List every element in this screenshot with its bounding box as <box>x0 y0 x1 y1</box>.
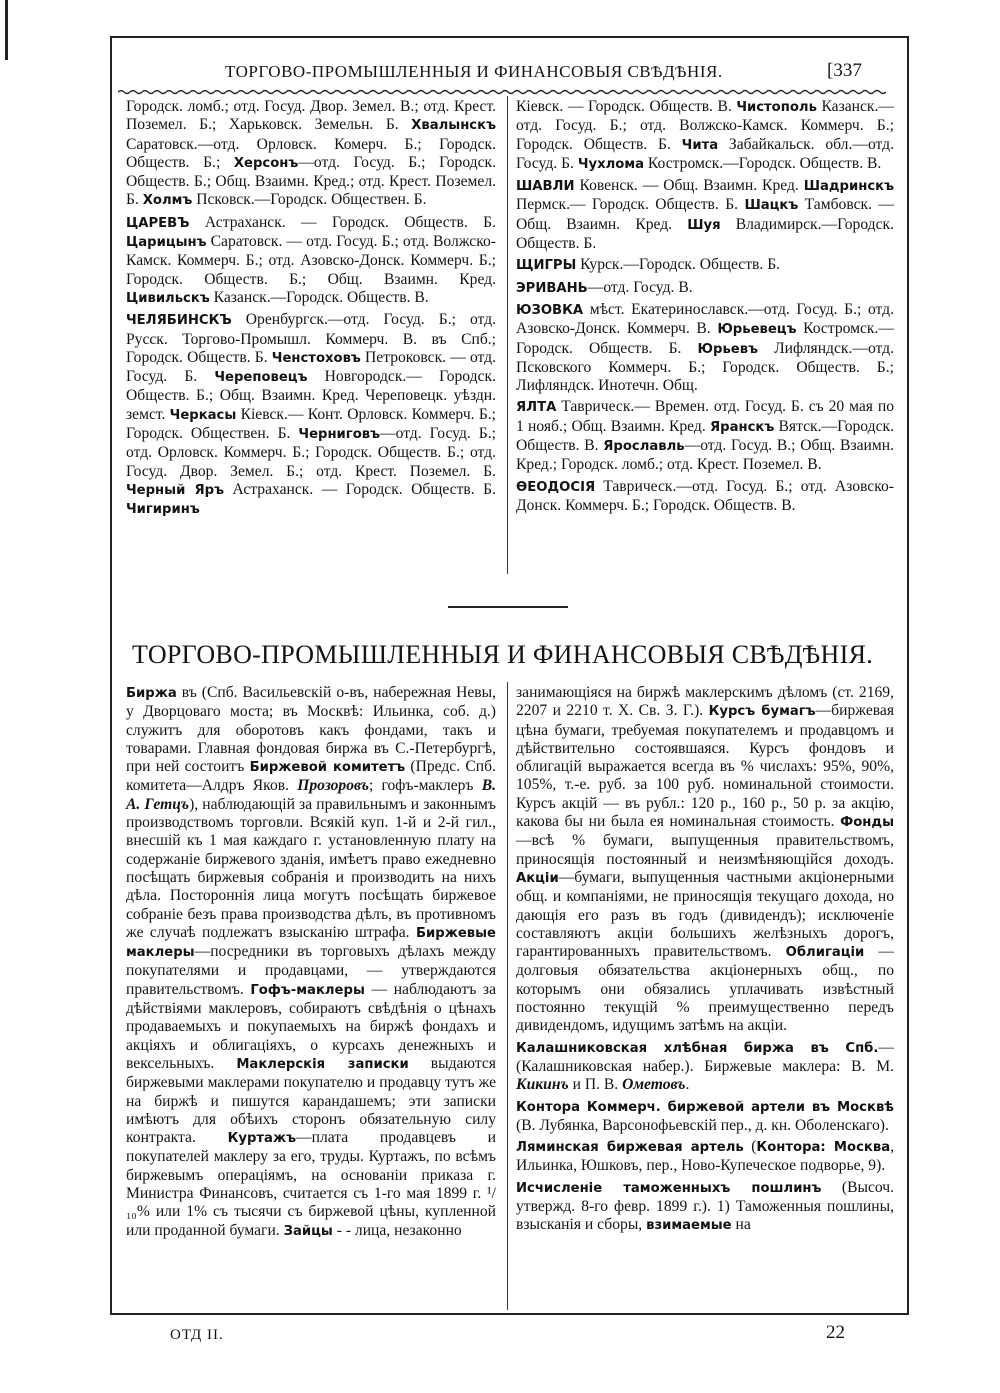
text-run: . <box>685 1076 690 1094</box>
text-run: —отд. Госуд. Б.; Городск. Обществ. Б.; Общ. Взаимн. Кред.; отд. Крест. Поземел. Б. <box>126 153 496 209</box>
bold-term: Курсъ бумагъ <box>708 704 816 720</box>
text-run: въ (Спб. Васильевскій о-въ, набережная Невы, у Дворцоваго моста; въ Москвѣ: Ильинка, соб. д.) служитъ для оборотовъ какъ фондами, такъ и товарами. Главная фондовая биржа въ С.-Петербургѣ, при ней состоитъ <box>126 684 496 776</box>
text-run: Лифляндск.—отд. Псковского Коммерч. Б.; Городск. Обществ. Б.; Лифляндск. Инотечн. Общ. <box>516 339 894 395</box>
paragraph <box>516 98 894 174</box>
running-header <box>115 62 875 88</box>
bottom-right-column <box>516 684 894 1236</box>
bold-term: Куртажъ <box>227 1131 296 1147</box>
bold-term: Хвалынскъ <box>411 118 496 134</box>
bold-term: Херсонъ <box>233 155 299 171</box>
text-run: Новгородск.— Городск. Обществ. Б.; Общ. Взаимн. Кред. Череповецк. уѣздн. земст. <box>126 368 496 423</box>
bold-term: Череповецъ <box>214 370 308 386</box>
text-run: —отд. Госуд. В.; Общ. Взаимн. Кред.; Городск. ломб.; отд. Крест. Поземел. В. <box>516 437 894 474</box>
top-right-column <box>516 98 894 515</box>
text-run: — наблюдаютъ за дѣйствіями маклеровъ, собираютъ свѣдѣнія о цѣнахъ продаваемыхъ и покупаемыхъ на биржѣ фондахъ и акціяхъ и облигаціяхъ, о курсахъ денежныхъ и вексельныхъ. <box>126 980 497 1072</box>
text-run: ( <box>743 1138 757 1156</box>
text-run: —плата продавцевъ и покупателей маклеру за его, труды. Куртажъ, по всѣмъ биржевымъ операціямъ, на основаніи приказа г. Министра Финансовъ, считается съ 1-го мая 1899 г. ¹/₁₀% или 1% съ тысячи съ биржевой цѣны, купленной или проданной бумаги. <box>126 1129 496 1239</box>
text-run: Забайкальск. обл.—отд. Госуд. Б. <box>516 135 894 172</box>
text-run: Таврическ.—отд. Госуд. Б.; отд. Азовско-Донск. Коммерч. Б.; Городск. Обществ. В. <box>516 477 894 514</box>
bold-term: Шадринскъ <box>803 179 894 195</box>
text-run: —биржевая цѣна бумаги, требуемая покупателемъ и продавцомъ и дѣйствительно состоявшаяся. Курсъ фондовъ и облигацій выражается всегда въ % числахъ: 95%, 90%, 105%, т.-е. руб. за 100 руб. номинальной стоимости. Курсъ акцій — въ рубл.: 120 р., 160 р., 50 р. за акцію, какова бы ни была ея номинальная стоимость. <box>516 702 894 831</box>
text-run: Псковск.—Городск. Обществен. Б. <box>192 191 427 209</box>
italic-name: Кикинъ <box>516 1076 569 1094</box>
bold-term: Чита <box>681 137 719 153</box>
bold-term: Акціи <box>516 870 559 886</box>
bold-term: ЦАРЕВЪ <box>126 215 190 231</box>
text-run: и П. В. <box>568 1076 623 1094</box>
section-title: ТОРГОВО-ПРОМЫШЛЕННЫЯ И ФИНАНСОВЫЯ СВѢДѢНІЯ. <box>132 640 874 669</box>
section-separator <box>448 606 568 608</box>
bold-term: Ченстоховъ <box>271 350 361 366</box>
italic-name: Ометовъ <box>622 1076 686 1094</box>
paragraph <box>516 301 894 395</box>
text-run: Вятск.—Городск. Обществ. В. <box>516 417 894 455</box>
bold-term: Калашниковская хлѣбная биржа въ Спб. <box>516 1040 879 1056</box>
text-run: занимающіяся на биржѣ маклерскимъ дѣломъ (ст. 2169, 2207 и 2210 т. Х. Св. З. Г.). <box>516 684 894 720</box>
paragraph <box>126 98 496 211</box>
bold-term: Контора: Москва <box>756 1140 891 1156</box>
bold-term: ѲЕОДОСІЯ <box>516 479 596 495</box>
paragraph <box>126 311 496 519</box>
text-run: —посредники въ торговыхъ дѣлахъ между покупателями и продавцами, — утверждаются правительствомъ. <box>126 943 496 998</box>
paragraph <box>516 1138 894 1176</box>
paragraph <box>516 478 894 516</box>
paragraph <box>516 279 894 298</box>
text-run: Петроковск. — отд. Госуд. Б. <box>126 348 496 386</box>
text-run: Астраханск. — Городск. Обществ. Б. <box>224 480 496 498</box>
footer-section-label: ОТД II. <box>170 1327 224 1343</box>
text-run: (В. Лубянка, Варсонофьевскій пер., д. кн. Оболенскаго). <box>516 1116 889 1134</box>
bold-term: ЮЗОВКА <box>516 302 584 318</box>
bold-term: Черниговъ <box>298 427 381 443</box>
text-run: —всѣ % бумаги, выпущенныя правительствомъ, приносящія постоянный и неизмѣняющійся доходъ. <box>516 832 894 868</box>
text-run: —бумаги, выпущенныя частными акціонерными общ. и компаніями, не приносящія текущаго дохода, но дающія его разъ въ годъ (дивидендъ); исключеніе составляютъ акціи большихъ желѣзныхъ дорогъ, гарантированныхъ правительствомъ. <box>516 868 894 961</box>
bold-term: Фонды <box>840 815 894 831</box>
bold-term: Царицынъ <box>126 235 207 251</box>
top-column-divider <box>507 96 508 574</box>
text-run: (Предс. Спб. комитета—Алдръ Яков. <box>126 758 496 795</box>
top-left-column <box>126 98 496 520</box>
bold-term: Ярославль <box>603 439 685 455</box>
text-run: Саратовск. — отд. Госуд. Б.; отд. Волжско-Камск. Коммерч. Б.; отд. Азовско-Донск. Коммерч. Б.; Городск. Обществ. Б.; Общ. Взаимн. Кред. <box>126 233 496 288</box>
bold-term: Зайцы <box>283 1223 333 1239</box>
text-run: Тамбовск. — Общ. Взаимн. Кред. <box>516 196 894 233</box>
bold-term: Контора Коммерч. биржевой артели въ Москвѣ <box>516 1099 894 1115</box>
paragraph <box>516 256 894 275</box>
text-run: Саратовск.—отд. Орловск. Комерч. Б.; Городск. Обществ. Б.; <box>126 135 496 171</box>
text-run: —отд. Госуд. Б.; отд. Орловск. Коммерч. Б.; Городск. Обществ. Б.; отд. Госуд. Двор. Земел. Б.; отд. Крест. Поземел. Б. <box>126 425 496 480</box>
text-run: Костромск.—Городск. Обществ. В. <box>644 154 882 172</box>
text-run: Городск. ломб.; отд. Госуд. Двор. Земел. В.; отд. Крест. Поземел. Б.; Харьковск. Земельн. Б. <box>126 98 496 134</box>
running-header-title: ТОРГОВО-ПРОМЫШЛЕННЫЯ И ФИНАНСОВЫЯ СВѢДѢНІЯ. <box>225 62 723 81</box>
bold-term: Черный Яръ <box>126 482 224 498</box>
running-header-page-number: [337 <box>827 60 862 81</box>
text-run: Курск.—Городск. Обществ. Б. <box>576 256 781 274</box>
bold-term: Биржевой комитетъ <box>249 760 406 776</box>
text-run: Оренбургск.—отд. Госуд. Б.; отд. Русск. Торгово-Промышл. Коммерч. В. въ Спб.; Городск. Обществ. Б. <box>126 311 496 366</box>
paragraph <box>516 1098 894 1136</box>
bold-term: Биржевые маклеры <box>126 925 496 961</box>
text-run: , Ильинка, Юшковъ, пер., Ново-Купеческое подворье, 9). <box>516 1138 894 1175</box>
text-run: Пермск.— Городск. Обществ. Б. <box>516 196 745 214</box>
scan-edge-mark <box>5 0 8 60</box>
paragraph <box>516 684 894 1036</box>
text-run: — (Калашниковская набер.). Биржевые маклера: В. М. <box>516 1038 894 1075</box>
bold-term: Шуя <box>687 217 721 233</box>
text-run: Костромск.—Городск. Обществ. Б. <box>516 320 894 357</box>
bottom-column-divider <box>507 682 508 1310</box>
italic-name: Прозоровъ <box>297 777 369 795</box>
bold-term: Яранскъ <box>709 419 775 435</box>
bold-term: Ляминская биржевая артель <box>516 1140 744 1156</box>
text-run: Астраханск. — Городск. Обществ. Б. <box>189 213 496 231</box>
text-run: Казанск.— отд. Госуд. Б.; отд. Волжско-Камск. Коммерч. Б.; Городск. Обществ. Б. <box>516 98 894 153</box>
bold-term: Холмъ <box>142 193 193 209</box>
text-run: Кіевск.— Конт. Орловск. Коммерч. Б.; Городск. Обществен. Б. <box>126 405 496 443</box>
text-run: Казанск.—Городск. Обществ. В. <box>209 288 429 306</box>
bold-term: Черкасы <box>169 407 237 423</box>
paragraph <box>516 177 894 253</box>
bold-term: Чухлома <box>577 156 645 172</box>
text-run: — долговыя обязательства акціонерныхъ общ., по которымъ они обязались уплачивать извѣстный постоянно текущій % преимущественно передъ дивидендомъ, идущимъ затѣмъ на акціи. <box>516 943 894 1035</box>
text-run: мѣст. Екатеринославск.—отд. Госуд. Б.; отд. Азовско-Донск. Коммерч. В. <box>516 300 894 338</box>
bold-term: Юрьевецъ <box>717 322 797 338</box>
bold-term: Юрьевъ <box>697 341 759 357</box>
italic-name: В. А. Гетцъ <box>126 777 496 813</box>
bold-term: ЧЕЛЯБИНСКЪ <box>126 313 232 329</box>
text-run: Владимирск.—Городск. Обществ. Б. <box>516 215 894 253</box>
footer-page-number: 22 <box>826 1322 845 1343</box>
wavy-rule <box>118 88 886 96</box>
bold-term: ЭРИВАНЬ <box>516 280 588 296</box>
bold-term: ЩИГРЫ <box>516 258 577 274</box>
bold-term: Облигаціи <box>785 945 865 961</box>
text-run: ; гофъ-маклеръ <box>368 777 482 795</box>
paragraph <box>516 1039 894 1095</box>
bold-term: ЯЛТА <box>516 400 557 416</box>
text-run: ), наблюдающій за правильнымъ и законнымъ производствомъ торговли. Всякій куп. 1-й и 2-й гил., внесшій къ 1 мая каждаго г. установленную плату на содержаніе биржевого зданія, имѣетъ право ежедневно посѣщать биржевыя собранія и производить на нихъ дѣла. Постороннія лица могутъ посѣщать биржевое собраніе безъ права производства дѣлъ, въ противномъ же случаѣ подлежатъ взысканію штрафа. <box>126 795 496 941</box>
text-run: - - лица, незаконно <box>332 1221 462 1239</box>
text-run: Кіевск. — Городск. Обществ. В. <box>516 98 737 115</box>
paragraph <box>126 684 496 1241</box>
paragraph <box>516 1179 894 1236</box>
bold-term: взимаемые <box>646 1218 732 1234</box>
paragraph <box>516 398 894 474</box>
text-run: выдаются биржевыми маклерами покупателю и продавцу тутъ же на биржѣ и пишутся карандашемъ; эти записки имѣютъ для обѣихъ сторонъ обязательную силу контракта. <box>126 1054 496 1147</box>
bold-term: Чигиринъ <box>126 502 200 518</box>
paragraph <box>126 214 496 308</box>
bold-term: Биржа <box>126 686 177 701</box>
text-run: —отд. Госуд. В. <box>587 278 693 296</box>
text-run: Таврическ.— Времен. отд. Госуд. Б. съ 20 мая по 1 нояб.; Общ. Взаимн. Кред. <box>516 398 894 435</box>
text-run: Ковенск. — Общ. Взаимн. Кред. <box>574 177 804 195</box>
bold-term: Чистополь <box>736 100 817 115</box>
bold-term: Маклерскія записки <box>236 1056 409 1072</box>
bold-term: Исчисленіе таможенныхъ пошлинъ <box>516 1180 822 1196</box>
text-run: на <box>731 1216 751 1234</box>
bold-term: Гофъ-маклеры <box>250 982 365 998</box>
bottom-left-column <box>126 684 496 1241</box>
bold-term: Шацкъ <box>744 198 799 214</box>
bold-term: Цивильскъ <box>126 290 210 306</box>
bold-term: ШАВЛИ <box>516 179 575 195</box>
text-run: (Высоч. утвержд. 8-го февр. 1899 г.). 1) Таможенныя пошлины, взысканія и сборы, <box>516 1178 895 1234</box>
